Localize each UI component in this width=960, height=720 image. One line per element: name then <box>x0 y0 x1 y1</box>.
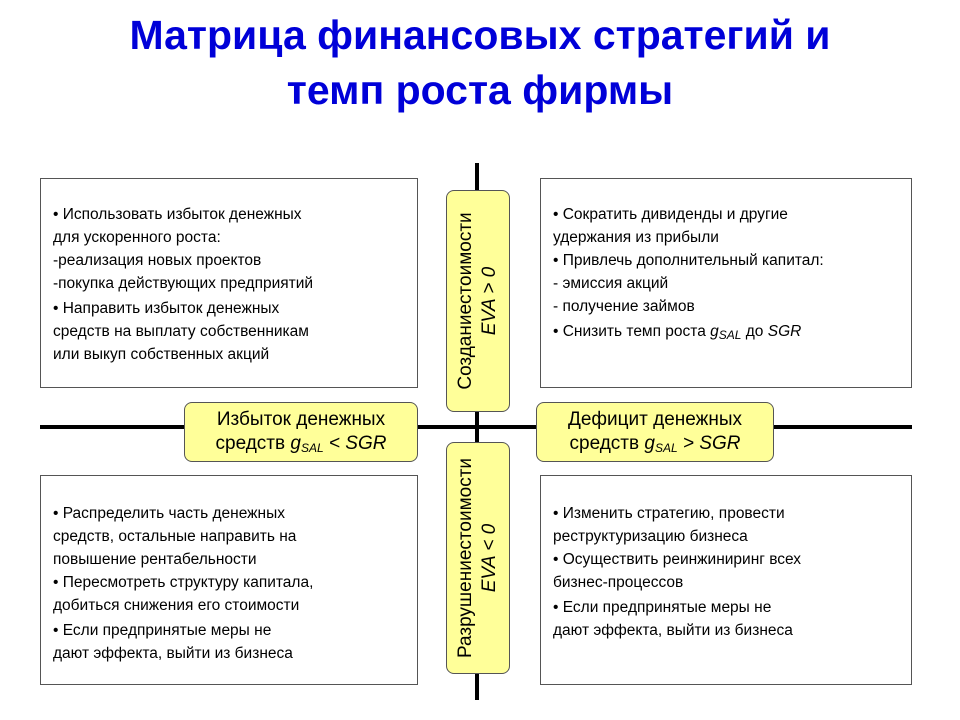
eva-negative-line: EVA < 0 <box>479 523 500 593</box>
slide-title <box>0 8 960 118</box>
text-line: - эмиссия акций <box>553 275 669 292</box>
variable-g: g <box>290 433 301 454</box>
subscript-sal: SAL <box>718 328 742 342</box>
text-line: • Изменить стратегию, провести <box>553 505 785 522</box>
subscript-sal: SAL <box>654 441 678 455</box>
variable-g: g <box>644 433 655 454</box>
title-line-1: Матрица финансовых стратегий и <box>129 12 831 58</box>
quadrant-bottom-left <box>40 475 418 685</box>
text-line: - получение займов <box>553 298 695 315</box>
value-destruction-line: Разрушениестоимости <box>455 457 476 659</box>
eva-positive-line: EVA > 0 <box>479 266 500 336</box>
text-line: для ускоренного роста: <box>53 229 221 246</box>
cash-surplus-formula <box>185 432 417 460</box>
text-line: • Пересмотреть структуру капитала, <box>53 574 314 591</box>
text-line-formula <box>553 320 899 347</box>
text-part: средств <box>569 433 645 454</box>
quadrant-bottom-right <box>540 475 912 685</box>
text-line: реструктуризацию бизнеса <box>553 528 748 545</box>
quadrant-top-right <box>540 178 912 388</box>
inequality-sgr: < SGR <box>323 433 387 454</box>
cash-deficit-formula <box>537 432 773 460</box>
text-line: дают эффекта, выйти из бизнеса <box>53 645 293 662</box>
text-line: • Осуществить реинжиниринг всех <box>553 551 802 568</box>
quadrant-top-left <box>40 178 418 388</box>
text-line: удержания из прибыли <box>553 229 719 246</box>
cash-deficit-line: Дефицит денежных <box>567 409 742 430</box>
text-part: средств <box>215 433 291 454</box>
cash-surplus-line: Избыток денежных <box>216 409 386 430</box>
value-destruction-text <box>454 458 502 658</box>
text-line: • Сократить дивиденды и другие <box>553 206 788 223</box>
subscript-sal: SAL <box>300 441 324 455</box>
text-line: • Использовать избыток денежных <box>53 206 302 223</box>
value-creation-line: Созданиестоимости <box>455 212 476 390</box>
value-creation-text <box>454 212 502 389</box>
text-line: или выкуп собственных акций <box>53 346 270 363</box>
text-line: • Распределить часть денежных <box>53 505 285 522</box>
value-destruction-label <box>446 442 510 674</box>
text-line: -реализация новых проектов <box>53 252 262 269</box>
text-line: дают эффекта, выйти из бизнеса <box>553 622 793 639</box>
title-line-2: темп роста фирмы <box>286 67 674 113</box>
inequality-sgr: > SGR <box>677 433 741 454</box>
variable-sgr: SGR <box>767 323 802 340</box>
text-line: бизнес-процессов <box>553 574 684 591</box>
cash-deficit-label <box>536 402 774 462</box>
text-line: • Если предпринятые меры не <box>553 599 772 616</box>
cash-surplus-label <box>184 402 418 462</box>
variable-g: g <box>710 323 719 340</box>
text-line: • Направить избыток денежных <box>53 300 280 317</box>
text-line: повышение рентабельности <box>53 551 257 568</box>
text-line: средств на выплату собственникам <box>53 323 309 340</box>
value-creation-label <box>446 190 510 412</box>
text-line: добиться снижения его стоимости <box>53 597 300 614</box>
text-line: средств, остальные направить на <box>53 528 297 545</box>
text-line: • Привлечь дополнительный капитал: <box>553 252 824 269</box>
text-line: • Если предпринятые меры не <box>53 622 272 639</box>
text-part: до <box>741 323 768 340</box>
text-part: • Снизить темп роста <box>553 323 711 340</box>
text-line: -покупка действующих предприятий <box>53 275 314 292</box>
